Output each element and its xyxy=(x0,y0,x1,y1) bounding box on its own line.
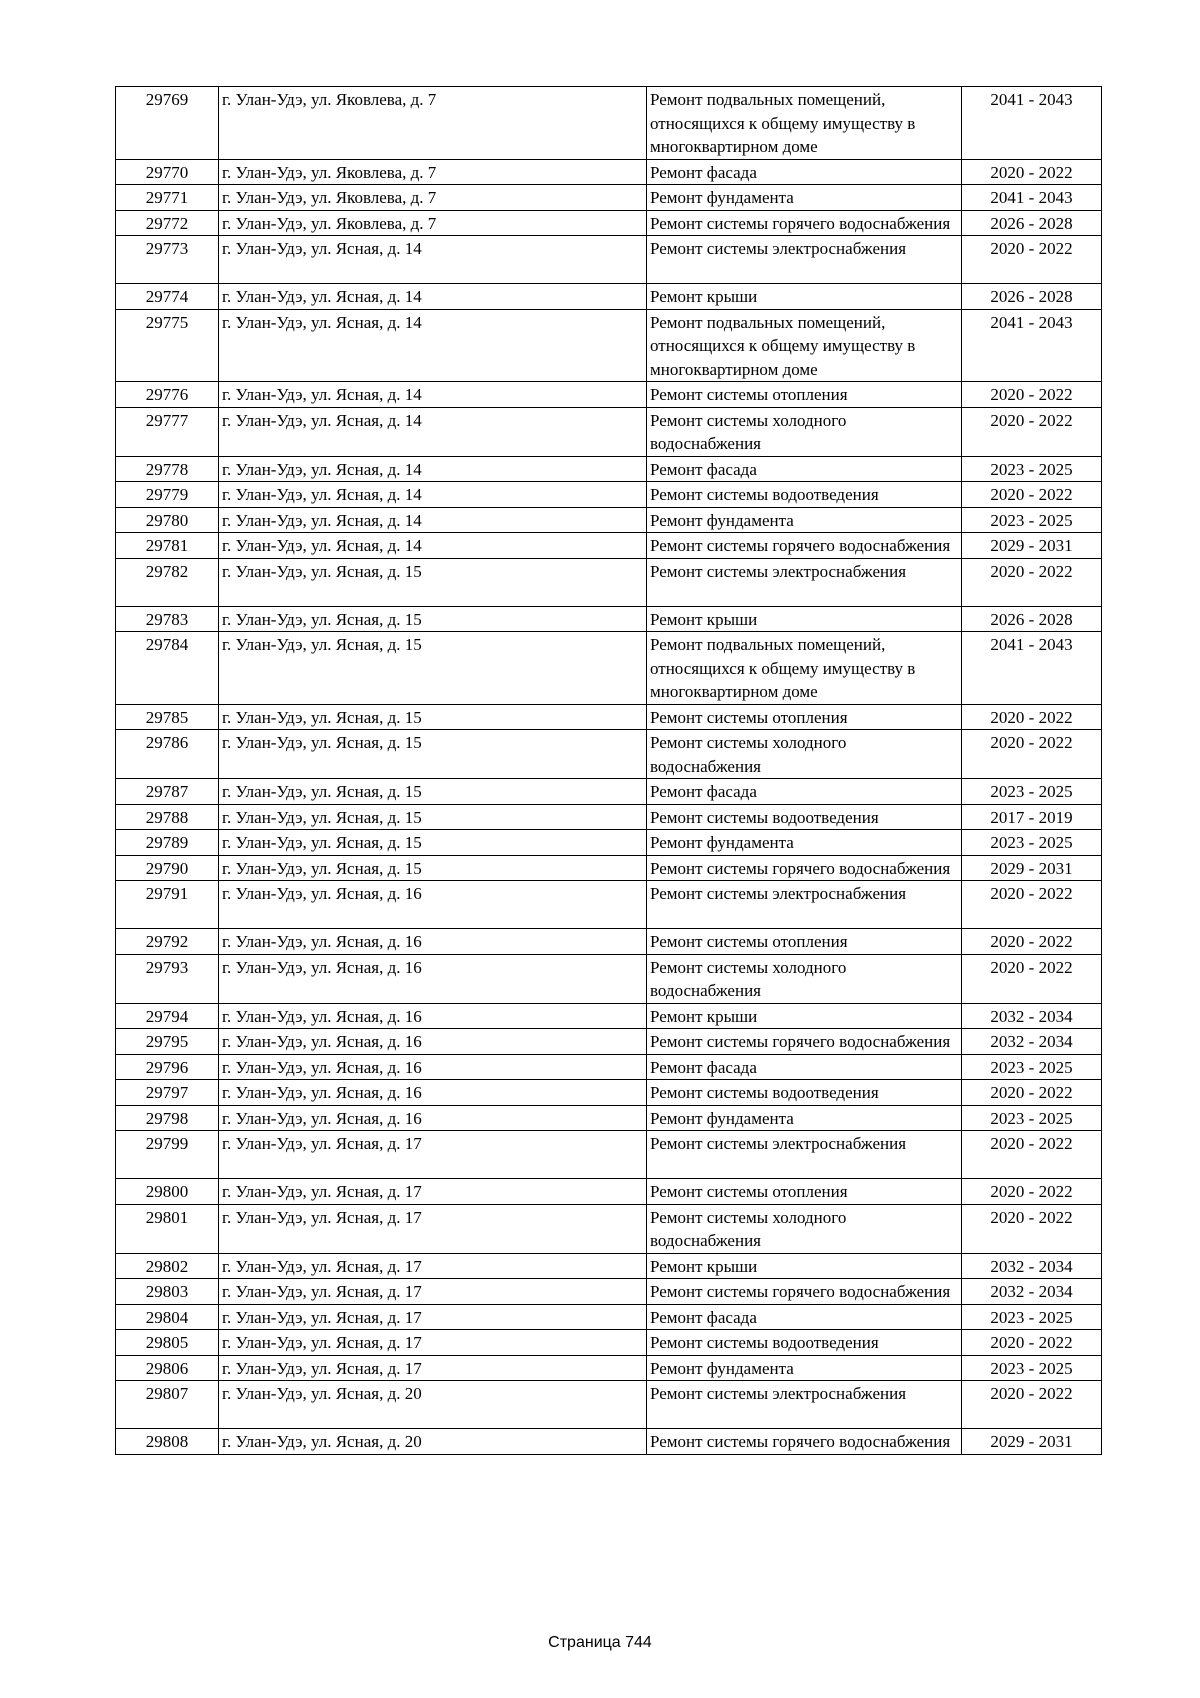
period-cell: 2032 - 2034 xyxy=(962,1279,1102,1305)
table-row xyxy=(116,1179,1102,1205)
table-row xyxy=(116,87,1102,160)
table-row xyxy=(116,456,1102,482)
work-type-cell: Ремонт фасада xyxy=(647,779,962,805)
period-cell: 2023 - 2025 xyxy=(962,779,1102,805)
table-row xyxy=(116,1429,1102,1455)
row-number-cell: 29795 xyxy=(116,1029,219,1055)
work-type-cell: Ремонт системы горячего водоснабжения xyxy=(647,855,962,881)
table-row xyxy=(116,1003,1102,1029)
work-type-cell: Ремонт системы холодного водоснабжения xyxy=(647,407,962,456)
address-cell: г. Улан-Удэ, ул. Ясная, д. 16 xyxy=(219,1080,647,1106)
row-number-cell: 29786 xyxy=(116,730,219,779)
table-row xyxy=(116,632,1102,705)
row-number-cell: 29774 xyxy=(116,284,219,310)
address-cell: г. Улан-Удэ, ул. Ясная, д. 17 xyxy=(219,1179,647,1205)
address-cell: г. Улан-Удэ, ул. Ясная, д. 17 xyxy=(219,1204,647,1253)
period-cell: 2029 - 2031 xyxy=(962,533,1102,559)
table-row xyxy=(116,1105,1102,1131)
period-cell: 2017 - 2019 xyxy=(962,804,1102,830)
table-row xyxy=(116,185,1102,211)
address-cell: г. Улан-Удэ, ул. Ясная, д. 17 xyxy=(219,1253,647,1279)
address-cell: г. Улан-Удэ, ул. Ясная, д. 15 xyxy=(219,606,647,632)
work-type-cell: Ремонт системы электроснабжения xyxy=(647,558,962,606)
period-cell: 2020 - 2022 xyxy=(962,1131,1102,1179)
row-number-cell: 29776 xyxy=(116,382,219,408)
work-type-cell: Ремонт системы горячего водоснабжения xyxy=(647,1029,962,1055)
address-cell: г. Улан-Удэ, ул. Ясная, д. 15 xyxy=(219,779,647,805)
table-row xyxy=(116,1029,1102,1055)
row-number-cell: 29800 xyxy=(116,1179,219,1205)
row-number-cell: 29796 xyxy=(116,1054,219,1080)
address-cell: г. Улан-Удэ, ул. Ясная, д. 14 xyxy=(219,236,647,284)
period-cell: 2029 - 2031 xyxy=(962,855,1102,881)
table-row xyxy=(116,855,1102,881)
table-row xyxy=(116,533,1102,559)
row-number-cell: 29807 xyxy=(116,1381,219,1429)
work-type-cell: Ремонт системы электроснабжения xyxy=(647,881,962,929)
address-cell: г. Улан-Удэ, ул. Ясная, д. 14 xyxy=(219,407,647,456)
work-type-cell: Ремонт системы электроснабжения xyxy=(647,1381,962,1429)
address-cell: г. Улан-Удэ, ул. Ясная, д. 15 xyxy=(219,830,647,856)
work-type-cell: Ремонт фасада xyxy=(647,1304,962,1330)
address-cell: г. Улан-Удэ, ул. Яковлева, д. 7 xyxy=(219,210,647,236)
period-cell: 2020 - 2022 xyxy=(962,482,1102,508)
row-number-cell: 29789 xyxy=(116,830,219,856)
period-cell: 2041 - 2043 xyxy=(962,632,1102,705)
row-number-cell: 29803 xyxy=(116,1279,219,1305)
table-body xyxy=(116,87,1102,1455)
work-type-cell: Ремонт фасада xyxy=(647,1054,962,1080)
address-cell: г. Улан-Удэ, ул. Ясная, д. 20 xyxy=(219,1429,647,1455)
table-row xyxy=(116,606,1102,632)
work-type-cell: Ремонт системы холодного водоснабжения xyxy=(647,730,962,779)
period-cell: 2023 - 2025 xyxy=(962,1304,1102,1330)
row-number-cell: 29788 xyxy=(116,804,219,830)
address-cell: г. Улан-Удэ, ул. Ясная, д. 14 xyxy=(219,456,647,482)
table-row xyxy=(116,1279,1102,1305)
address-cell: г. Улан-Удэ, ул. Ясная, д. 17 xyxy=(219,1131,647,1179)
table-row xyxy=(116,1330,1102,1356)
work-type-cell: Ремонт системы водоотведения xyxy=(647,1080,962,1106)
period-cell: 2032 - 2034 xyxy=(962,1003,1102,1029)
row-number-cell: 29804 xyxy=(116,1304,219,1330)
repair-schedule-table xyxy=(115,86,1102,1455)
work-type-cell: Ремонт системы электроснабжения xyxy=(647,1131,962,1179)
period-cell: 2020 - 2022 xyxy=(962,929,1102,955)
period-cell: 2023 - 2025 xyxy=(962,1105,1102,1131)
row-number-cell: 29802 xyxy=(116,1253,219,1279)
address-cell: г. Улан-Удэ, ул. Ясная, д. 15 xyxy=(219,704,647,730)
row-number-cell: 29769 xyxy=(116,87,219,160)
table-row xyxy=(116,730,1102,779)
table-row xyxy=(116,1355,1102,1381)
row-number-cell: 29785 xyxy=(116,704,219,730)
table-row xyxy=(116,1131,1102,1179)
row-number-cell: 29778 xyxy=(116,456,219,482)
work-type-cell: Ремонт фасада xyxy=(647,456,962,482)
address-cell: г. Улан-Удэ, ул. Ясная, д. 15 xyxy=(219,855,647,881)
table-row xyxy=(116,1253,1102,1279)
period-cell: 2020 - 2022 xyxy=(962,236,1102,284)
work-type-cell: Ремонт системы водоотведения xyxy=(647,482,962,508)
work-type-cell: Ремонт фундамента xyxy=(647,1105,962,1131)
work-type-cell: Ремонт подвальных помещений, относящихся к общему имуществу в многоквартирном доме xyxy=(647,87,962,160)
work-type-cell: Ремонт системы горячего водоснабжения xyxy=(647,1279,962,1305)
work-type-cell: Ремонт подвальных помещений, относящихся к общему имуществу в многоквартирном доме xyxy=(647,632,962,705)
address-cell: г. Улан-Удэ, ул. Ясная, д. 17 xyxy=(219,1279,647,1305)
work-type-cell: Ремонт системы горячего водоснабжения xyxy=(647,533,962,559)
row-number-cell: 29773 xyxy=(116,236,219,284)
row-number-cell: 29794 xyxy=(116,1003,219,1029)
period-cell: 2020 - 2022 xyxy=(962,1080,1102,1106)
table-row xyxy=(116,482,1102,508)
address-cell: г. Улан-Удэ, ул. Ясная, д. 17 xyxy=(219,1355,647,1381)
table-row xyxy=(116,309,1102,382)
row-number-cell: 29779 xyxy=(116,482,219,508)
address-cell: г. Улан-Удэ, ул. Ясная, д. 15 xyxy=(219,804,647,830)
work-type-cell: Ремонт системы отопления xyxy=(647,382,962,408)
address-cell: г. Улан-Удэ, ул. Ясная, д. 16 xyxy=(219,954,647,1003)
table-row xyxy=(116,929,1102,955)
page-number: Страница 744 xyxy=(548,1634,652,1651)
table-row xyxy=(116,558,1102,606)
period-cell: 2020 - 2022 xyxy=(962,730,1102,779)
period-cell: 2023 - 2025 xyxy=(962,1054,1102,1080)
row-number-cell: 29801 xyxy=(116,1204,219,1253)
row-number-cell: 29772 xyxy=(116,210,219,236)
period-cell: 2032 - 2034 xyxy=(962,1029,1102,1055)
row-number-cell: 29770 xyxy=(116,159,219,185)
row-number-cell: 29775 xyxy=(116,309,219,382)
row-number-cell: 29797 xyxy=(116,1080,219,1106)
work-type-cell: Ремонт фундамента xyxy=(647,830,962,856)
period-cell: 2023 - 2025 xyxy=(962,456,1102,482)
period-cell: 2023 - 2025 xyxy=(962,507,1102,533)
work-type-cell: Ремонт крыши xyxy=(647,284,962,310)
work-type-cell: Ремонт системы отопления xyxy=(647,1179,962,1205)
table-row xyxy=(116,1080,1102,1106)
period-cell: 2032 - 2034 xyxy=(962,1253,1102,1279)
work-type-cell: Ремонт подвальных помещений, относящихся к общему имуществу в многоквартирном доме xyxy=(647,309,962,382)
address-cell: г. Улан-Удэ, ул. Ясная, д. 14 xyxy=(219,309,647,382)
period-cell: 2041 - 2043 xyxy=(962,309,1102,382)
work-type-cell: Ремонт фасада xyxy=(647,159,962,185)
work-type-cell: Ремонт системы горячего водоснабжения xyxy=(647,1429,962,1455)
address-cell: г. Улан-Удэ, ул. Ясная, д. 17 xyxy=(219,1330,647,1356)
address-cell: г. Улан-Удэ, ул. Яковлева, д. 7 xyxy=(219,159,647,185)
address-cell: г. Улан-Удэ, ул. Ясная, д. 16 xyxy=(219,1105,647,1131)
period-cell: 2029 - 2031 xyxy=(962,1429,1102,1455)
period-cell: 2020 - 2022 xyxy=(962,1381,1102,1429)
period-cell: 2026 - 2028 xyxy=(962,210,1102,236)
address-cell: г. Улан-Удэ, ул. Ясная, д. 15 xyxy=(219,632,647,705)
work-type-cell: Ремонт системы отопления xyxy=(647,929,962,955)
table-row xyxy=(116,1304,1102,1330)
period-cell: 2020 - 2022 xyxy=(962,558,1102,606)
address-cell: г. Улан-Удэ, ул. Яковлева, д. 7 xyxy=(219,185,647,211)
table-row xyxy=(116,830,1102,856)
table-row xyxy=(116,159,1102,185)
period-cell: 2020 - 2022 xyxy=(962,382,1102,408)
table-row xyxy=(116,954,1102,1003)
table-row xyxy=(116,704,1102,730)
row-number-cell: 29781 xyxy=(116,533,219,559)
row-number-cell: 29784 xyxy=(116,632,219,705)
work-type-cell: Ремонт системы горячего водоснабжения xyxy=(647,210,962,236)
table-row xyxy=(116,779,1102,805)
address-cell: г. Улан-Удэ, ул. Ясная, д. 14 xyxy=(219,533,647,559)
work-type-cell: Ремонт системы водоотведения xyxy=(647,804,962,830)
address-cell: г. Улан-Удэ, ул. Ясная, д. 20 xyxy=(219,1381,647,1429)
row-number-cell: 29805 xyxy=(116,1330,219,1356)
work-type-cell: Ремонт фундамента xyxy=(647,185,962,211)
row-number-cell: 29780 xyxy=(116,507,219,533)
period-cell: 2020 - 2022 xyxy=(962,1330,1102,1356)
table-row xyxy=(116,881,1102,929)
period-cell: 2020 - 2022 xyxy=(962,954,1102,1003)
table-row xyxy=(116,1054,1102,1080)
table-row xyxy=(116,507,1102,533)
row-number-cell: 29790 xyxy=(116,855,219,881)
period-cell: 2026 - 2028 xyxy=(962,284,1102,310)
row-number-cell: 29798 xyxy=(116,1105,219,1131)
period-cell: 2041 - 2043 xyxy=(962,87,1102,160)
work-type-cell: Ремонт системы холодного водоснабжения xyxy=(647,1204,962,1253)
row-number-cell: 29808 xyxy=(116,1429,219,1455)
row-number-cell: 29787 xyxy=(116,779,219,805)
table-row xyxy=(116,284,1102,310)
period-cell: 2023 - 2025 xyxy=(962,830,1102,856)
address-cell: г. Улан-Удэ, ул. Ясная, д. 14 xyxy=(219,284,647,310)
period-cell: 2020 - 2022 xyxy=(962,1179,1102,1205)
table-row xyxy=(116,1204,1102,1253)
period-cell: 2041 - 2043 xyxy=(962,185,1102,211)
row-number-cell: 29793 xyxy=(116,954,219,1003)
row-number-cell: 29792 xyxy=(116,929,219,955)
row-number-cell: 29799 xyxy=(116,1131,219,1179)
work-type-cell: Ремонт системы водоотведения xyxy=(647,1330,962,1356)
address-cell: г. Улан-Удэ, ул. Ясная, д. 16 xyxy=(219,1003,647,1029)
row-number-cell: 29771 xyxy=(116,185,219,211)
table-row xyxy=(116,804,1102,830)
address-cell: г. Улан-Удэ, ул. Ясная, д. 16 xyxy=(219,1029,647,1055)
work-type-cell: Ремонт системы отопления xyxy=(647,704,962,730)
row-number-cell: 29782 xyxy=(116,558,219,606)
table-row xyxy=(116,382,1102,408)
address-cell: г. Улан-Удэ, ул. Ясная, д. 14 xyxy=(219,507,647,533)
address-cell: г. Улан-Удэ, ул. Ясная, д. 16 xyxy=(219,929,647,955)
period-cell: 2020 - 2022 xyxy=(962,1204,1102,1253)
address-cell: г. Улан-Удэ, ул. Ясная, д. 16 xyxy=(219,1054,647,1080)
address-cell: г. Улан-Удэ, ул. Ясная, д. 14 xyxy=(219,382,647,408)
period-cell: 2020 - 2022 xyxy=(962,159,1102,185)
work-type-cell: Ремонт крыши xyxy=(647,606,962,632)
period-cell: 2020 - 2022 xyxy=(962,704,1102,730)
row-number-cell: 29806 xyxy=(116,1355,219,1381)
table-row xyxy=(116,407,1102,456)
row-number-cell: 29791 xyxy=(116,881,219,929)
period-cell: 2026 - 2028 xyxy=(962,606,1102,632)
table-row xyxy=(116,236,1102,284)
period-cell: 2023 - 2025 xyxy=(962,1355,1102,1381)
period-cell: 2020 - 2022 xyxy=(962,881,1102,929)
address-cell: г. Улан-Удэ, ул. Ясная, д. 16 xyxy=(219,881,647,929)
address-cell: г. Улан-Удэ, ул. Яковлева, д. 7 xyxy=(219,87,647,160)
work-type-cell: Ремонт крыши xyxy=(647,1253,962,1279)
row-number-cell: 29777 xyxy=(116,407,219,456)
period-cell: 2020 - 2022 xyxy=(962,407,1102,456)
address-cell: г. Улан-Удэ, ул. Ясная, д. 14 xyxy=(219,482,647,508)
work-type-cell: Ремонт крыши xyxy=(647,1003,962,1029)
row-number-cell: 29783 xyxy=(116,606,219,632)
address-cell: г. Улан-Удэ, ул. Ясная, д. 15 xyxy=(219,730,647,779)
work-type-cell: Ремонт системы холодного водоснабжения xyxy=(647,954,962,1003)
address-cell: г. Улан-Удэ, ул. Ясная, д. 17 xyxy=(219,1304,647,1330)
address-cell: г. Улан-Удэ, ул. Ясная, д. 15 xyxy=(219,558,647,606)
work-type-cell: Ремонт фундамента xyxy=(647,1355,962,1381)
table-row xyxy=(116,210,1102,236)
table-row xyxy=(116,1381,1102,1429)
work-type-cell: Ремонт фундамента xyxy=(647,507,962,533)
work-type-cell: Ремонт системы электроснабжения xyxy=(647,236,962,284)
